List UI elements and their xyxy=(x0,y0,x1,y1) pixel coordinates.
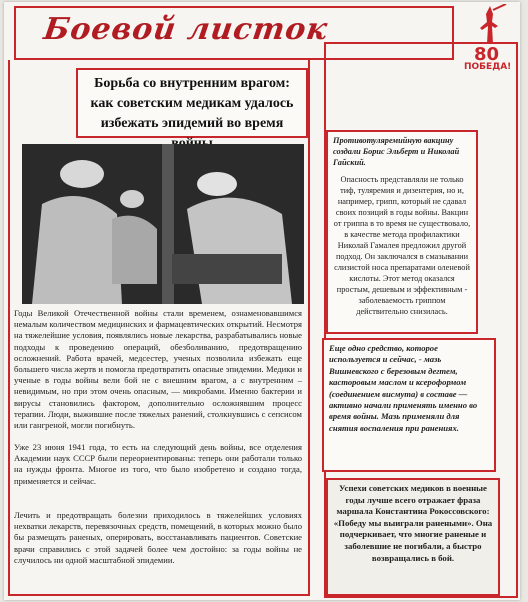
wartime-medics-photo xyxy=(22,144,304,304)
box1-text: Опасность представляли не только тиф, туляремия и дизентерия, но и, например, грипп, который не сдавал своих позиций в годы войны. Вакцин от гриппа в то время не существовало, в качестве метода профилактики Николай Гамалея предложил другой подход. Он заключался в смазывании слизистой носа препаратами оленевой кислоты. Этот метод оказался простым, дешевым и эффективным - заболеваемость гриппом действительно снизилась. xyxy=(333,175,471,316)
box1-intro: Противотуляремийную вакцину создали Борис Эльберт и Николай Гайский. xyxy=(333,136,460,167)
badge-label: ПОБЕДА! xyxy=(464,62,512,72)
main-text-paragraph-3: Лечить и предотвращать болезни приходилось в тяжелейших условиях нехватки лекарств, перевязочных средств, помещений, в которых можно было бы размещать раненых, оперировать, восстанавливать пациентов. Советские врачи справились с этой задачей более чем достойно: за годы войны не случилось ни одной масштабной эпидемии. xyxy=(14,510,302,565)
main-text-paragraph-1: Годы Великой Отечественной войны стали временем, ознаменовавшимся немалым количеством медицинских и фармацевтических открытий. Несмотря на тяжелейшие условия, появлялись новые лекарства, разрабатывались новые подходы к проведению операций, обезболиванию, предотвращению осложнений. Работа врачей, медсестер, ученых позволила избежать еще большего числа жертв и помогла предотвратить опасные эпидемии. Медики и ученые в годы войны вели бой не с внешним врагом, а с внутренним – невидимым, но при этом очень опасным, — микробами. Именно бактерии и вирусы становились фактором, дополнительно осложнявшим процесс терапии. Люди, выжившие после тяжелых ранений, столкнувшись с сепсисом или гангреной, могли погибнуть. xyxy=(14,308,302,431)
box3-text: Успехи советских медиков в военные годы лучше всего отражает фраза маршала Константина Рокоссовского: «Победу мы выиграли ранеными». Она подчеркивает, что многие раненые и заболевшие не погибали, а быстро возвращались в бой. xyxy=(333,483,493,563)
main-text-paragraph-2: Уже 23 июня 1941 года, то есть на следующий день войны, все отделения Академии наук СССР были переориентированы: теперь они работали только на нужды фронта. Многое из того, что было изобретено и создано тогда, применяется и сейчас. xyxy=(14,442,302,486)
article-headline: Борьба со внутренним врагом: как советским медикам удалось избежать эпидемий во время xyxy=(76,68,308,138)
badge-number: 80 xyxy=(474,44,500,65)
box-rokossovsky-quote xyxy=(326,478,500,596)
box-vaccine-influenza xyxy=(326,130,478,334)
wall-newspaper xyxy=(4,2,520,600)
masthead-title: Боевой листок xyxy=(41,12,331,47)
photo-illustration xyxy=(22,144,304,304)
box2-text: Еще одно средство, которое используется и сейчас, - мазь Вишневского с березовым дегтем, касторовым маслом и ксероформом (соединением висмута) в составе — активно начали применять именно во время войны. Мазь применяли для снятия воспаления при ранениях. xyxy=(329,343,478,433)
box-vishnevsky-ointment xyxy=(322,338,496,472)
